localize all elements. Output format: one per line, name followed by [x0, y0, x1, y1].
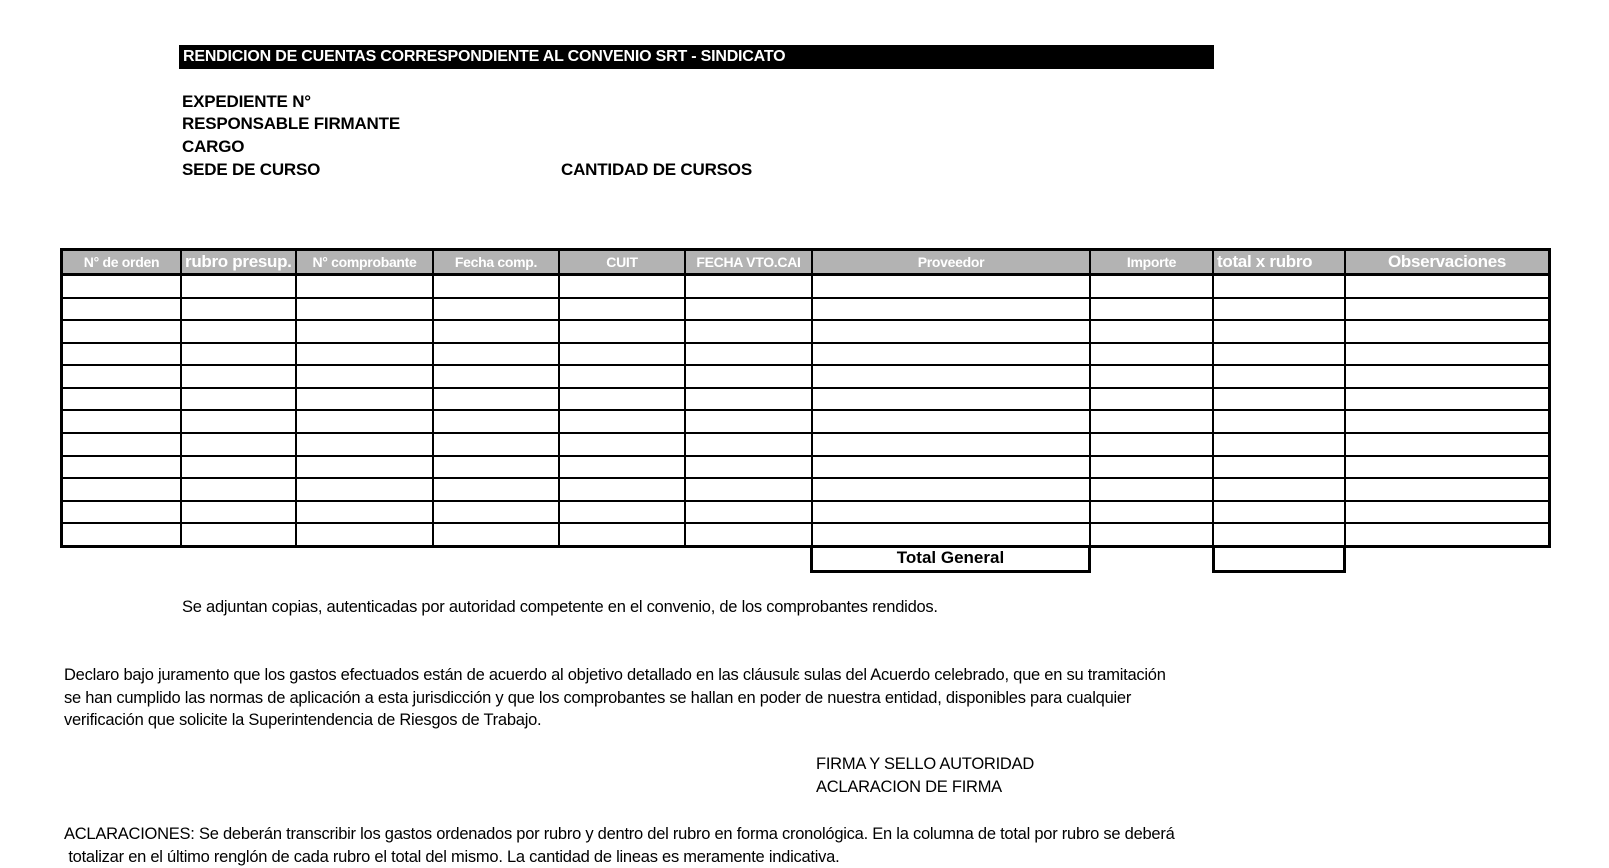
form-title: RENDICION DE CUENTAS CORRESPONDIENTE AL CONVENIO SRT - SINDICATO — [179, 45, 1214, 69]
table-cell[interactable] — [812, 365, 1090, 388]
table-cell[interactable] — [296, 298, 433, 321]
table-cell[interactable] — [1213, 410, 1345, 433]
table-row — [63, 343, 1548, 366]
table-cell[interactable] — [559, 365, 685, 388]
table-cell[interactable] — [1345, 410, 1548, 433]
table-cell[interactable] — [63, 523, 181, 545]
adjuntan-text: Se adjuntan copias, autenticadas por autoridad competente en el convenio, de los comprobantes rendidos. — [182, 596, 938, 619]
aclaraciones-line: ACLARACIONES: Se deberán transcribir los gastos ordenados por rubro y dentro del rubro en forma cronológica. En la columna de total por rubro se deberá — [64, 823, 1224, 846]
table-cell[interactable] — [559, 456, 685, 479]
table-row — [63, 365, 1548, 388]
table-cell[interactable] — [296, 365, 433, 388]
table-cell[interactable] — [559, 433, 685, 456]
table-cell[interactable] — [1090, 456, 1213, 479]
table-cell[interactable] — [63, 478, 181, 501]
table-cell[interactable] — [433, 365, 559, 388]
table-cell[interactable] — [685, 365, 812, 388]
col-header-orden: N° de orden — [63, 251, 181, 275]
table-cell[interactable] — [1213, 433, 1345, 456]
declaration-line: verificación que solicite la Superintendencia de Riesgos de Trabajo. — [64, 709, 1214, 732]
table-cell[interactable] — [685, 343, 812, 366]
col-header-total-rubro: total x rubro — [1213, 251, 1345, 275]
table-cell[interactable] — [1345, 456, 1548, 479]
table-cell[interactable] — [181, 298, 296, 321]
table-cell[interactable] — [1345, 388, 1548, 411]
declaration-line: Declaro bajo juramento que los gastos efectuados están de acuerdo al objetivo detallado en las cláusulε sulas del Acuerdo celebrado, que en su tramitación — [64, 664, 1214, 687]
col-header-comprobante: N° comprobante — [296, 251, 433, 275]
col-header-importe: Importe — [1090, 251, 1213, 275]
table-cell[interactable] — [433, 501, 559, 524]
table-cell[interactable] — [433, 388, 559, 411]
table-cell[interactable] — [559, 501, 685, 524]
table-cell[interactable] — [63, 343, 181, 366]
table-cell[interactable] — [433, 298, 559, 321]
table-header-row — [63, 251, 1548, 275]
table-cell[interactable] — [685, 478, 812, 501]
table-cell[interactable] — [181, 478, 296, 501]
table-cell[interactable] — [812, 275, 1090, 298]
table-cell[interactable] — [1345, 501, 1548, 524]
table-cell[interactable] — [63, 410, 181, 433]
table-cell[interactable] — [559, 298, 685, 321]
table-cell[interactable] — [433, 410, 559, 433]
table-cell[interactable] — [812, 298, 1090, 321]
table-cell[interactable] — [1090, 275, 1213, 298]
expense-table — [60, 248, 1551, 548]
declaration-line: se han cumplido las normas de aplicación a esta jurisdicción y que los comprobantes se hallan en poder de nuestra entidad, disponibles para cualquier — [64, 687, 1214, 710]
col-header-proveedor: Proveedor — [812, 251, 1090, 275]
table-cell[interactable] — [63, 365, 181, 388]
table-cell[interactable] — [433, 320, 559, 343]
aclaraciones-text — [64, 823, 1224, 868]
table-cell[interactable] — [181, 523, 296, 545]
table-cell[interactable] — [812, 501, 1090, 524]
col-header-vto-cai: FECHA VTO.CAI — [685, 251, 812, 275]
table-cell[interactable] — [1090, 343, 1213, 366]
table-cell[interactable] — [1213, 365, 1345, 388]
table-cell[interactable] — [1090, 365, 1213, 388]
table-row — [63, 298, 1548, 321]
table-cell[interactable] — [559, 478, 685, 501]
cantidad-de-cursos-label: CANTIDAD DE CURSOS — [561, 159, 752, 181]
table-cell[interactable] — [1345, 298, 1548, 321]
table-cell[interactable] — [685, 501, 812, 524]
col-header-rubro: rubro presup. — [181, 251, 296, 275]
table-cell[interactable] — [181, 343, 296, 366]
table-cell[interactable] — [1090, 298, 1213, 321]
declaration-text — [64, 664, 1214, 732]
table-cell[interactable] — [433, 478, 559, 501]
col-header-cuit: CUIT — [559, 251, 685, 275]
table-cell[interactable] — [296, 343, 433, 366]
table-cell[interactable] — [63, 501, 181, 524]
table-cell[interactable] — [812, 388, 1090, 411]
table-cell[interactable] — [296, 523, 433, 545]
table-cell[interactable] — [812, 320, 1090, 343]
table-cell[interactable] — [63, 320, 181, 343]
cargo-label: CARGO — [182, 136, 244, 158]
table-row — [63, 478, 1548, 501]
table-cell[interactable] — [1213, 388, 1345, 411]
table-cell[interactable] — [685, 275, 812, 298]
expediente-label: EXPEDIENTE N° — [182, 91, 311, 113]
table-cell[interactable] — [296, 275, 433, 298]
table-cell[interactable] — [685, 388, 812, 411]
table-row — [63, 320, 1548, 343]
table-cell[interactable] — [296, 388, 433, 411]
table-row — [63, 410, 1548, 433]
table-body — [63, 275, 1548, 546]
table-cell[interactable] — [1213, 523, 1345, 545]
table-cell[interactable] — [1090, 433, 1213, 456]
table-cell[interactable] — [1345, 478, 1548, 501]
table-cell[interactable] — [559, 343, 685, 366]
table-cell[interactable] — [433, 343, 559, 366]
table-cell[interactable] — [1345, 320, 1548, 343]
table-cell[interactable] — [1213, 456, 1345, 479]
table-row — [63, 501, 1548, 524]
table-cell[interactable] — [181, 275, 296, 298]
table-cell[interactable] — [63, 298, 181, 321]
firma-sello-label: FIRMA Y SELLO AUTORIDAD — [816, 753, 1034, 776]
table-cell[interactable] — [812, 523, 1090, 545]
aclaraciones-line: totalizar en el último renglón de cada rubro el total del mismo. La cantidad de lineas es meramente indicativa. — [64, 846, 1224, 868]
col-header-observaciones: Observaciones — [1345, 251, 1548, 275]
table-cell[interactable] — [812, 456, 1090, 479]
table-cell[interactable] — [559, 523, 685, 545]
table-cell[interactable] — [296, 478, 433, 501]
table-cell[interactable] — [296, 501, 433, 524]
table-row — [63, 456, 1548, 479]
table-cell[interactable] — [1213, 275, 1345, 298]
table-cell[interactable] — [1213, 298, 1345, 321]
table-cell[interactable] — [559, 275, 685, 298]
table-cell[interactable] — [63, 275, 181, 298]
table-cell[interactable] — [63, 456, 181, 479]
sede-de-curso-label: SEDE DE CURSO — [182, 159, 320, 181]
responsable-firmante-label: RESPONSABLE FIRMANTE — [182, 113, 400, 135]
table-cell[interactable] — [433, 523, 559, 545]
table-row — [63, 275, 1548, 298]
table-cell[interactable] — [685, 410, 812, 433]
table-cell[interactable] — [181, 501, 296, 524]
table-cell[interactable] — [685, 523, 812, 545]
table-cell[interactable] — [1213, 320, 1345, 343]
table-cell[interactable] — [812, 343, 1090, 366]
table-cell[interactable] — [296, 433, 433, 456]
table-cell[interactable] — [1345, 343, 1548, 366]
table-cell[interactable] — [296, 320, 433, 343]
table-cell[interactable] — [1345, 433, 1548, 456]
table-cell[interactable] — [433, 456, 559, 479]
table-cell[interactable] — [1345, 523, 1548, 545]
table-cell[interactable] — [559, 320, 685, 343]
total-general-label: Total General — [810, 546, 1091, 573]
table-cell[interactable] — [559, 410, 685, 433]
table-cell[interactable] — [812, 410, 1090, 433]
table-cell[interactable] — [812, 433, 1090, 456]
table-cell[interactable] — [181, 410, 296, 433]
table-cell[interactable] — [181, 433, 296, 456]
table-cell[interactable] — [296, 456, 433, 479]
table-cell[interactable] — [181, 388, 296, 411]
table-cell[interactable] — [63, 388, 181, 411]
table-row — [63, 433, 1548, 456]
table-cell[interactable] — [181, 320, 296, 343]
table-cell[interactable] — [1213, 501, 1345, 524]
table-cell[interactable] — [685, 433, 812, 456]
aclaracion-firma-label: ACLARACION DE FIRMA — [816, 776, 1002, 799]
table-cell[interactable] — [63, 433, 181, 456]
table-cell[interactable] — [1090, 410, 1213, 433]
table-cell[interactable] — [559, 388, 685, 411]
table-cell[interactable] — [1090, 523, 1213, 545]
table-cell[interactable] — [1213, 478, 1345, 501]
table-cell[interactable] — [433, 433, 559, 456]
table-cell[interactable] — [1090, 320, 1213, 343]
table-cell[interactable] — [1090, 388, 1213, 411]
table-cell[interactable] — [296, 410, 433, 433]
table-cell[interactable] — [181, 456, 296, 479]
table-cell[interactable] — [1345, 365, 1548, 388]
table-cell[interactable] — [1090, 501, 1213, 524]
total-general-value-cell[interactable] — [1212, 546, 1346, 573]
col-header-fecha: Fecha comp. — [433, 251, 559, 275]
table-cell[interactable] — [181, 365, 296, 388]
table-cell[interactable] — [1090, 478, 1213, 501]
table-cell[interactable] — [1345, 275, 1548, 298]
table-cell[interactable] — [685, 298, 812, 321]
table-cell[interactable] — [685, 456, 812, 479]
table-row — [63, 388, 1548, 411]
table-cell[interactable] — [812, 478, 1090, 501]
table-cell[interactable] — [1213, 343, 1345, 366]
table-row — [63, 523, 1548, 545]
table-cell[interactable] — [433, 275, 559, 298]
table-cell[interactable] — [685, 320, 812, 343]
